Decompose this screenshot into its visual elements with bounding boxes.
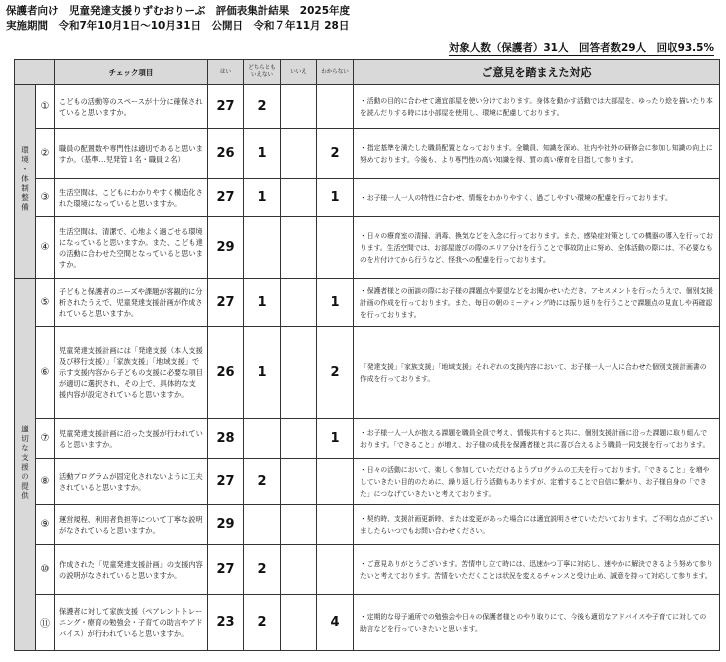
row-number: ③ (36, 179, 55, 217)
response-text: ・日々の療育室の清掃、消毒、換気などを入念に行っております。また、感染症対策としての機器の導入を行っております。生活空間では、お部屋遊びの際のエリア分けを行うことで事故防止に努め、全体活動の際には、不必要なものを片付けてから行うなど、怪我への配慮を行っております。 (354, 217, 720, 279)
table-row (15, 85, 720, 129)
section-label-support: 適切な支援の提供 (15, 279, 36, 651)
table-row (15, 179, 720, 217)
response-text: ・定期的な母子通所での勉強会や日々の保護者様とのやり取りにて、今後も適切なアドバイスや子育てに対しての助言などを行っていきたいと思います。 (354, 595, 720, 651)
count-neither: 2 (244, 595, 281, 651)
header-check-item: チェック項目 (55, 60, 208, 85)
row-number: ① (36, 85, 55, 129)
row-number: ⑨ (36, 505, 55, 545)
table-row (15, 545, 720, 595)
count-unknown (317, 545, 354, 595)
header-yes: はい (208, 60, 244, 85)
check-item-text: 児童発達支援計画には「発達支援（本人支援及び移行支援）」「家族支援」「地域支援」で示す支援内容から子どもの支援に必要な項目が適切に選択され、その上で、具体的な支援内容が設定されていると思いますか。 (55, 327, 208, 419)
count-yes: 27 (208, 545, 244, 595)
count-unknown (317, 459, 354, 505)
row-number: ⑧ (36, 459, 55, 505)
row-number: ④ (36, 217, 55, 279)
count-no (281, 179, 317, 217)
count-no (281, 217, 317, 279)
row-number: ② (36, 129, 55, 179)
header-blank (15, 60, 55, 85)
count-unknown: 2 (317, 129, 354, 179)
table-row (15, 279, 720, 327)
count-neither: 2 (244, 459, 281, 505)
count-neither: 1 (244, 327, 281, 419)
count-unknown (317, 217, 354, 279)
response-text: 「発達支援」「家族支援」「地域支援」それぞれの支援内容において、お子様一人一人に合わせた個別支援計画書の作成を行っております。 (354, 327, 720, 419)
table-row (15, 129, 720, 179)
evaluation-table (14, 59, 720, 651)
response-text: ・ご意見ありがとうございます。苦情申し立て時には、迅速かつ丁寧に対応し、速やかに解決できるよう努めて参りたいと考えております。苦情をいただくことは状況を変えるチャンスと受け止め、誠意を持って対応して参ります。 (354, 545, 720, 595)
count-yes: 27 (208, 179, 244, 217)
table-row (15, 217, 720, 279)
count-no (281, 505, 317, 545)
check-item-text: 職員の配置数や専門性は適切であると思いますか。（基準…児発管１名・職員２名） (55, 129, 208, 179)
response-text: ・お子様一人一人の特性に合わせ、情報をわかりやすく、過ごしやすい環境の配慮を行っております。 (354, 179, 720, 217)
count-yes: 29 (208, 217, 244, 279)
count-no (281, 129, 317, 179)
row-number: ⑪ (36, 595, 55, 651)
check-item-text: 運営規程、利用者負担等について丁寧な説明がなされていると思いますか。 (55, 505, 208, 545)
table-row (15, 459, 720, 505)
count-unknown (317, 85, 354, 129)
count-no (281, 545, 317, 595)
count-neither (244, 419, 281, 459)
table-row (15, 595, 720, 651)
response-text: ・お子様一人一人が抱える課題を職員全員で考え、情報共有すると共に、個別支援計画に沿った課題に取り組んでおります。「できること」が増え、お子様の成長を保護者様と共に喜び合えるよう職員一同支援を行っております。 (354, 419, 720, 459)
response-text: ・保護者様との面談の際にお子様の課題点や要望などをお聞かせいただき、アセスメントを行ったうえで、個別支援計画の作成を行っております。また、毎日の朝のミーティング時には振り返りを行うことで課題点の見直しや再確認を行っております。 (354, 279, 720, 327)
count-yes: 27 (208, 459, 244, 505)
check-item-text: 児童発達支援計画に沿った支援が行われていると思いますか。 (55, 419, 208, 459)
count-no (281, 419, 317, 459)
header-unknown: わからない (317, 60, 354, 85)
count-no (281, 279, 317, 327)
count-neither (244, 505, 281, 545)
count-neither (244, 217, 281, 279)
count-unknown: 4 (317, 595, 354, 651)
check-item-text: 子どもと保護者のニーズや課題が客観的に分析されたうえで、児童発達支援計画が作成されていると思いますか。 (55, 279, 208, 327)
section-label-environment: 環境・体制整備 (15, 85, 36, 279)
count-neither: 1 (244, 129, 281, 179)
table-header-row (15, 60, 720, 85)
count-yes: 26 (208, 129, 244, 179)
count-yes: 28 (208, 419, 244, 459)
check-item-text: 生活空間は、清潔で、心地よく過ごせる環境になっていると思いますか。また、こども達の活動に合わせた空間となっていると思いますか。 (55, 217, 208, 279)
check-item-text: 作成された「児童発達支援計画」の支援内容の説明がなされていると思いますか。 (55, 545, 208, 595)
count-yes: 29 (208, 505, 244, 545)
response-text: ・日々の活動において、楽しく参加していただけるようプログラムの工夫を行っております。「できること」を増やしていきたい目的のために、繰り返し行う活動もありますが、定着することで自信に繋がり、お子様自身の「できた」につなげていきたいと考えております。 (354, 459, 720, 505)
count-no (281, 327, 317, 419)
respondent-summary: 対象人数（保護者）31人 回答者数29人 回収93.5% (448, 42, 714, 54)
count-no (281, 459, 317, 505)
count-neither: 1 (244, 179, 281, 217)
count-unknown: 2 (317, 327, 354, 419)
count-neither: 1 (244, 279, 281, 327)
count-yes: 27 (208, 279, 244, 327)
count-unknown: 1 (317, 279, 354, 327)
count-yes: 27 (208, 85, 244, 129)
count-unknown (317, 505, 354, 545)
count-no (281, 595, 317, 651)
header-response: ご意見を踏まえた対応 (354, 60, 720, 85)
response-text: ・契約時、支援計画更新時、または変更があった場合には適宜説明させていただいております。ご不明な点がございましたらいつでもお問い合わせください。 (354, 505, 720, 545)
check-item-text: 生活空間は、こどもにわかりやすく構造化された環境になっていると思いますか。 (55, 179, 208, 217)
check-item-text: 保護者に対して家族支援（ペアレントトレーニング・療育の勉強会・子育ての助言やアドバイス）が行われていると思いますか。 (55, 595, 208, 651)
table-row (15, 327, 720, 419)
table-row (15, 505, 720, 545)
header-no: いいえ (281, 60, 317, 85)
count-yes: 23 (208, 595, 244, 651)
row-number: ⑩ (36, 545, 55, 595)
header-neither: どちらとも いえない (244, 60, 281, 85)
report-title: 保護者向け 児童発達支援りずむおりーぶ 評価表集計結果 2025年度 (6, 5, 351, 17)
row-number: ⑤ (36, 279, 55, 327)
count-neither: 2 (244, 545, 281, 595)
count-unknown: 1 (317, 419, 354, 459)
response-text: ・指定基準を満たした職員配置となっております。全職員、知識を深め、社内や社外の研修会に参加し知識の向上に努めております。今後も、より専門性の高い知識を得、質の高い療育を目指して参ります。 (354, 129, 720, 179)
count-yes: 26 (208, 327, 244, 419)
response-text: ・活動の目的に合わせて適宜部屋を使い分けております。身体を動かす活動では大部屋を、ゆったり絵を描いたり本を読んだりする時には小部屋を使用し、環境に配慮しております。 (354, 85, 720, 129)
row-number: ⑥ (36, 327, 55, 419)
check-item-text: 活動プログラムが固定化されないように工夫されていると思いますか。 (55, 459, 208, 505)
count-no (281, 85, 317, 129)
count-unknown: 1 (317, 179, 354, 217)
row-number: ⑦ (36, 419, 55, 459)
period-line: 実施期間 令和7年10月1日～10月31日 公開日 令和７年11月 28日 (6, 20, 350, 32)
check-item-text: こどもの活動等のスペースが十分に確保されていると思いますか。 (55, 85, 208, 129)
table-row (15, 419, 720, 459)
count-neither: 2 (244, 85, 281, 129)
